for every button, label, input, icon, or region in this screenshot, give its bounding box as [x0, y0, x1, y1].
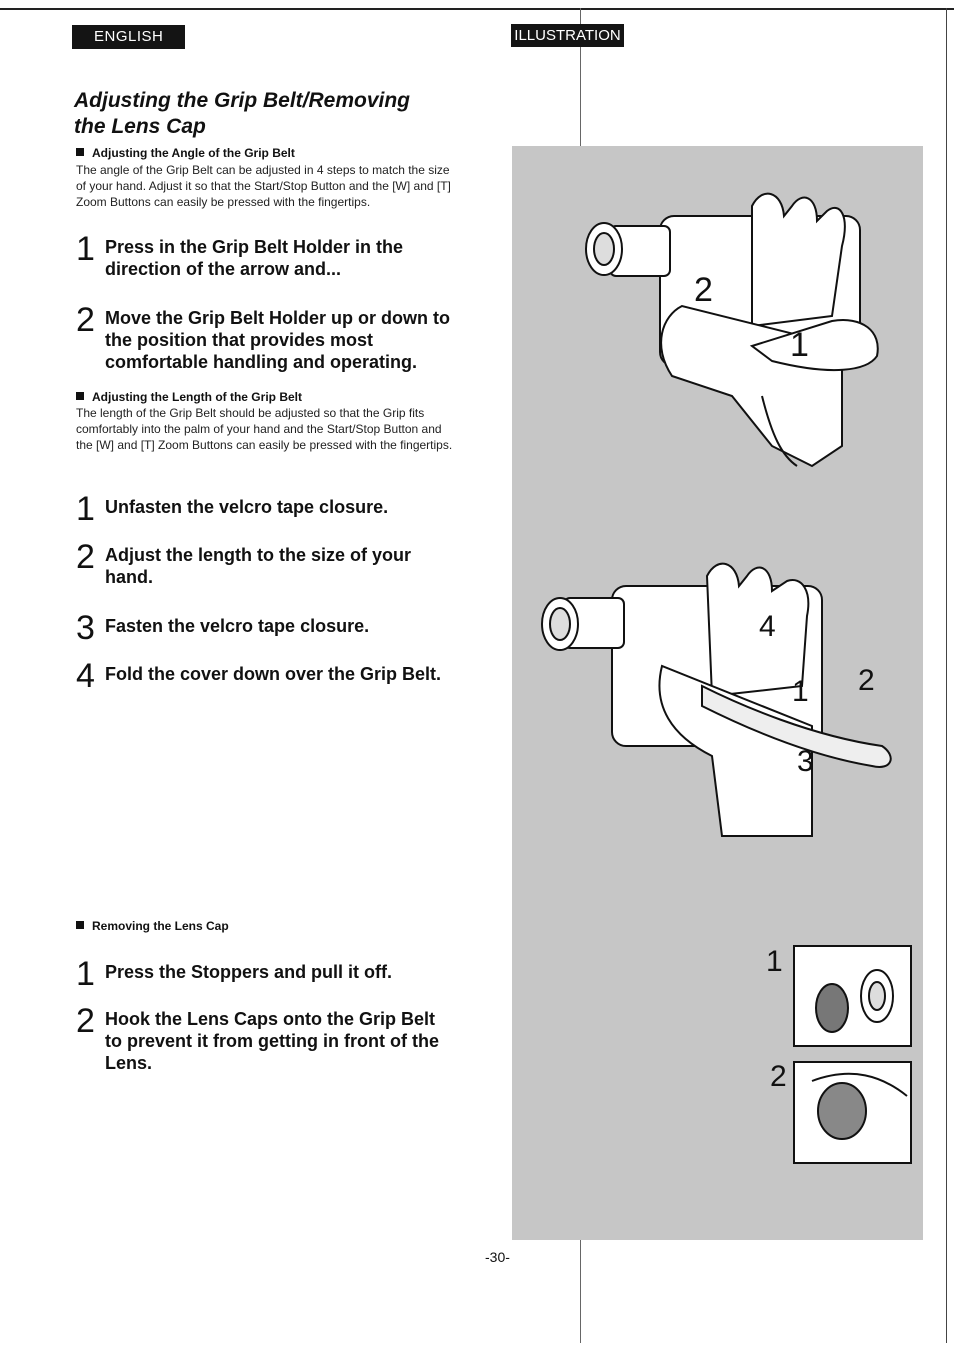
step-text: Hook the Lens Caps onto the Grip Belt to prevent it from getting in front of the Lens.: [105, 1009, 439, 1073]
length-body: The length of the Grip Belt should be adjusted so that the Grip fits comfortably into the palm of your hand and the Start/Stop Button and the [W] and [T] Zoom Buttons can easily be pressed with the fingertips.: [76, 406, 453, 452]
step-number: 2: [76, 301, 95, 339]
step-text: Adjust the length to the size of your hand.: [105, 545, 411, 587]
step-number: 4: [76, 657, 95, 695]
page-title-line1: Adjusting the Grip Belt/Removing: [74, 89, 411, 112]
fig2-label-3: 3: [797, 745, 814, 778]
step-text: Move the Grip Belt Holder up or down to the position that provides most comfortable handling and operating.: [105, 308, 450, 372]
step-text: Press in the Grip Belt Holder in the direction of the arrow and...: [105, 237, 404, 279]
step-number: 1: [76, 490, 95, 528]
language-label: ENGLISH: [72, 25, 185, 49]
step-number: 2: [76, 538, 95, 576]
step-number: 2: [76, 1002, 95, 1040]
step-number: 1: [76, 230, 95, 268]
page-number: -30-: [485, 1249, 510, 1265]
page-title: [74, 88, 454, 140]
step-text: Press the Stoppers and pull it off.: [105, 962, 393, 982]
step-number: 3: [76, 609, 95, 647]
angle-body: The angle of the Grip Belt can be adjusted in 4 steps to match the size of your hand. Adjust it so that the Start/Stop Button and the [W] and [T] Zoom Buttons can easily be pressed with the fingertips.: [76, 163, 451, 209]
fig2-label-1: 1: [792, 675, 809, 708]
lenscap-heading-text: Removing the Lens Cap: [92, 919, 229, 933]
lens-cap-figure-2: [794, 1062, 911, 1163]
fig4-label-2: 2: [770, 1060, 787, 1093]
top-rule: [0, 8, 954, 10]
right-rule: [946, 8, 947, 1343]
angle-heading: [76, 146, 295, 160]
bullet-square-icon: [76, 921, 84, 929]
illustration-label: ILLUSTRATION: [511, 24, 624, 47]
lenscap-heading: [76, 919, 229, 933]
lens-cap-figure-1: [794, 946, 911, 1046]
illustration-panel: [512, 146, 923, 1240]
step-number: 1: [76, 955, 95, 993]
step-text: Fasten the velcro tape closure.: [105, 616, 370, 636]
fig1-label-2: 2: [694, 271, 713, 309]
fig2-label-4: 4: [759, 610, 776, 643]
length-heading: [76, 390, 302, 404]
bullet-square-icon: [76, 392, 84, 400]
page-title-line2: the Lens Cap: [74, 115, 206, 138]
step-text: Unfasten the velcro tape closure.: [105, 497, 389, 517]
length-heading-text: Adjusting the Length of the Grip Belt: [92, 390, 302, 404]
bullet-square-icon: [76, 148, 84, 156]
step-text: Fold the cover down over the Grip Belt.: [105, 664, 442, 684]
fig1-label-1: 1: [790, 326, 809, 364]
angle-heading-text: Adjusting the Angle of the Grip Belt: [92, 146, 295, 160]
fig2-label-2: 2: [858, 664, 875, 697]
illustration-drawing: [512, 146, 923, 1240]
fig3-label-1: 1: [766, 945, 783, 978]
